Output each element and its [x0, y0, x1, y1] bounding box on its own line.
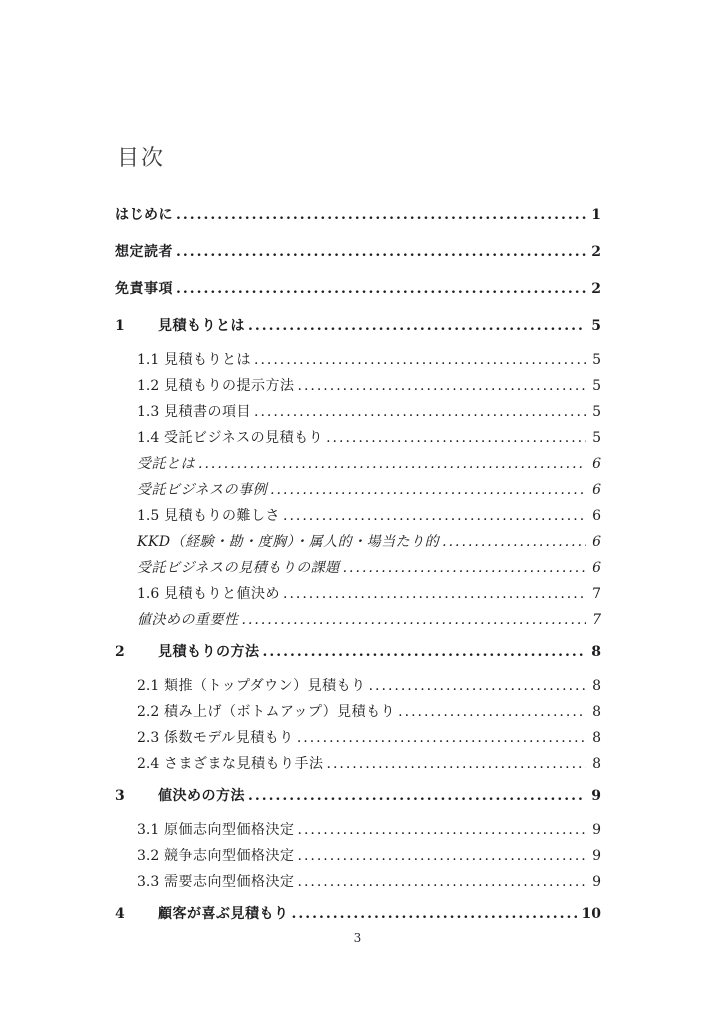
toc-entry-page: 5	[592, 378, 601, 394]
toc-dot-leader	[283, 506, 586, 526]
toc-entry-page: 2	[591, 281, 601, 297]
toc-dot-leader	[263, 642, 587, 662]
toc-dot-leader	[198, 454, 586, 474]
toc-entry-page: 9	[592, 874, 601, 890]
toc-entry-page: 6	[592, 482, 601, 498]
toc-entry-page: 7	[592, 586, 601, 602]
toc-entry-label: 受託ビジネスの見積もりの課題	[137, 560, 340, 576]
toc-entry-label: 需要志向型価格決定	[164, 874, 295, 890]
toc-entry-number: 1.5	[137, 508, 160, 524]
toc-entry[interactable]	[115, 846, 601, 866]
toc-entry-label: 想定読者	[115, 244, 173, 260]
toc-entry-page: 10	[581, 906, 601, 922]
toc-entry-label: 受託ビジネスの見積もり	[164, 430, 324, 446]
toc-entry-page: 8	[591, 644, 601, 660]
toc-entry-page: 6	[592, 456, 601, 472]
toc-dot-leader	[398, 702, 586, 722]
toc-entry[interactable]	[115, 316, 601, 336]
toc-entry-number: 2.4	[137, 756, 160, 772]
toc-entry-page: 8	[592, 756, 601, 772]
toc-dot-leader	[248, 786, 586, 806]
toc-entry-page: 9	[592, 822, 601, 838]
toc-entry-number: 2.3	[137, 730, 160, 746]
toc-entry[interactable]	[115, 584, 601, 604]
toc-dot-leader	[298, 820, 587, 840]
toc-entry-label: 値決めの重要性	[137, 612, 239, 628]
toc-entry[interactable]	[115, 754, 601, 774]
toc-entry-number: 3	[115, 788, 125, 804]
toc-entry-label: 見積書の項目	[164, 404, 251, 420]
toc-entry-page: 5	[592, 352, 601, 368]
toc-entry-label: 見積もりと値決め	[164, 586, 280, 602]
toc-dot-leader	[176, 242, 586, 262]
toc-entry[interactable]	[115, 904, 601, 924]
toc-entry-page: 8	[592, 678, 601, 694]
toc-entry-page: 6	[592, 560, 601, 576]
toc-entry-number: 3.3	[137, 874, 160, 890]
toc-entry-number: 2.1	[137, 678, 160, 694]
toc-dot-leader	[327, 754, 587, 774]
toc-entry-number: 2	[115, 644, 125, 660]
toc-dot-leader	[176, 205, 586, 225]
toc-dot-leader	[298, 872, 587, 892]
toc-list	[115, 205, 601, 924]
toc-entry-number: 4	[115, 906, 125, 922]
toc-entry[interactable]	[115, 279, 601, 299]
toc-dot-leader	[298, 846, 587, 866]
toc-entry-label: 原価志向型価格決定	[164, 822, 295, 838]
toc-entry-label: 受託とは	[137, 456, 195, 472]
toc-dot-leader	[254, 402, 586, 422]
toc-entry[interactable]	[115, 350, 601, 370]
toc-entry-number: 3.1	[137, 822, 160, 838]
toc-dot-leader	[326, 428, 586, 448]
toc-entry-page: 6	[592, 508, 601, 524]
toc-entry-page: 8	[592, 704, 601, 720]
toc-entry-label: 係数モデル見積もり	[164, 730, 294, 746]
toc-entry-label: 見積もりとは	[158, 318, 245, 334]
toc-dot-leader	[270, 480, 586, 500]
toc-dot-leader	[248, 316, 586, 336]
toc-entry[interactable]	[115, 428, 601, 448]
toc-dot-leader	[298, 376, 587, 396]
toc-entry[interactable]	[115, 205, 601, 225]
toc-entry[interactable]	[115, 728, 601, 748]
toc-entry[interactable]	[115, 610, 601, 630]
toc-entry-label: 類推（トップダウン）見積もり	[164, 678, 366, 694]
toc-entry-number: 3.2	[137, 848, 160, 864]
toc-entry[interactable]	[115, 702, 601, 722]
toc-entry-label: 免責事項	[115, 281, 173, 297]
toc-entry-label: さまざまな見積もり手法	[164, 756, 324, 772]
toc-entry[interactable]	[115, 506, 601, 526]
toc-entry-page: 9	[592, 848, 601, 864]
toc-entry-page: 9	[591, 788, 601, 804]
toc-entry[interactable]	[115, 480, 601, 500]
toc-entry-page: 7	[592, 612, 601, 628]
toc-entry[interactable]	[115, 532, 601, 552]
toc-entry[interactable]	[115, 676, 601, 696]
toc-entry-page: 8	[592, 730, 601, 746]
toc-entry-number: 2.2	[137, 704, 160, 720]
toc-dot-leader	[442, 532, 586, 552]
toc-entry-number: 1.4	[137, 430, 160, 446]
toc-dot-leader	[343, 558, 586, 578]
toc-entry-page: 2	[591, 244, 601, 260]
toc-entry-page: 5	[592, 404, 601, 420]
toc-entry-label: はじめに	[115, 207, 173, 223]
toc-entry[interactable]	[115, 242, 601, 262]
toc-entry-number: 1.6	[137, 586, 160, 602]
toc-entry-label: 見積もりの提示方法	[164, 378, 295, 394]
toc-dot-leader	[176, 279, 586, 299]
toc-entry[interactable]	[115, 786, 601, 806]
toc-entry-label: 競争志向型価格決定	[164, 848, 295, 864]
toc-dot-leader	[292, 904, 577, 924]
toc-entry-page: 5	[592, 430, 601, 446]
toc-entry-number: 1.2	[137, 378, 160, 394]
toc-entry[interactable]	[115, 376, 601, 396]
toc-entry-number: 1.3	[137, 404, 160, 420]
toc-entry-page: 5	[591, 318, 601, 334]
toc-entry-number: 1	[115, 318, 125, 334]
toc-dot-leader	[297, 728, 586, 748]
toc-entry-page: 6	[592, 534, 601, 550]
toc-entry-label: 顧客が喜ぶ見積もり	[158, 906, 289, 922]
toc-entry[interactable]	[115, 454, 601, 474]
toc-entry[interactable]	[115, 558, 601, 578]
toc-entry[interactable]	[115, 872, 601, 892]
toc-entry-page: 1	[591, 207, 601, 223]
toc-entry-label: 見積もりの方法	[158, 644, 260, 660]
toc-content	[115, 146, 601, 938]
toc-entry-label: 積み上げ（ボトムアップ）見積もり	[164, 704, 396, 720]
toc-entry[interactable]	[115, 642, 601, 662]
toc-dot-leader	[242, 610, 587, 630]
toc-entry-label: KKD（経験・勘・度胸）・属人的・場当たり的	[137, 534, 440, 550]
toc-entry-label: 見積もりとは	[164, 352, 251, 368]
footer-page-number: 3	[353, 931, 362, 945]
toc-entry-number: 1.1	[137, 352, 160, 368]
toc-entry[interactable]	[115, 820, 601, 840]
toc-entry-label: 見積もりの難しさ	[164, 508, 280, 524]
toc-entry-label: 受託ビジネスの事例	[137, 482, 268, 498]
toc-entry-label: 値決めの方法	[158, 788, 245, 804]
toc-entry[interactable]	[115, 402, 601, 422]
toc-dot-leader	[369, 676, 586, 696]
toc-dot-leader	[283, 584, 586, 604]
toc-dot-leader	[254, 350, 586, 370]
toc-title: 目次	[117, 146, 166, 171]
